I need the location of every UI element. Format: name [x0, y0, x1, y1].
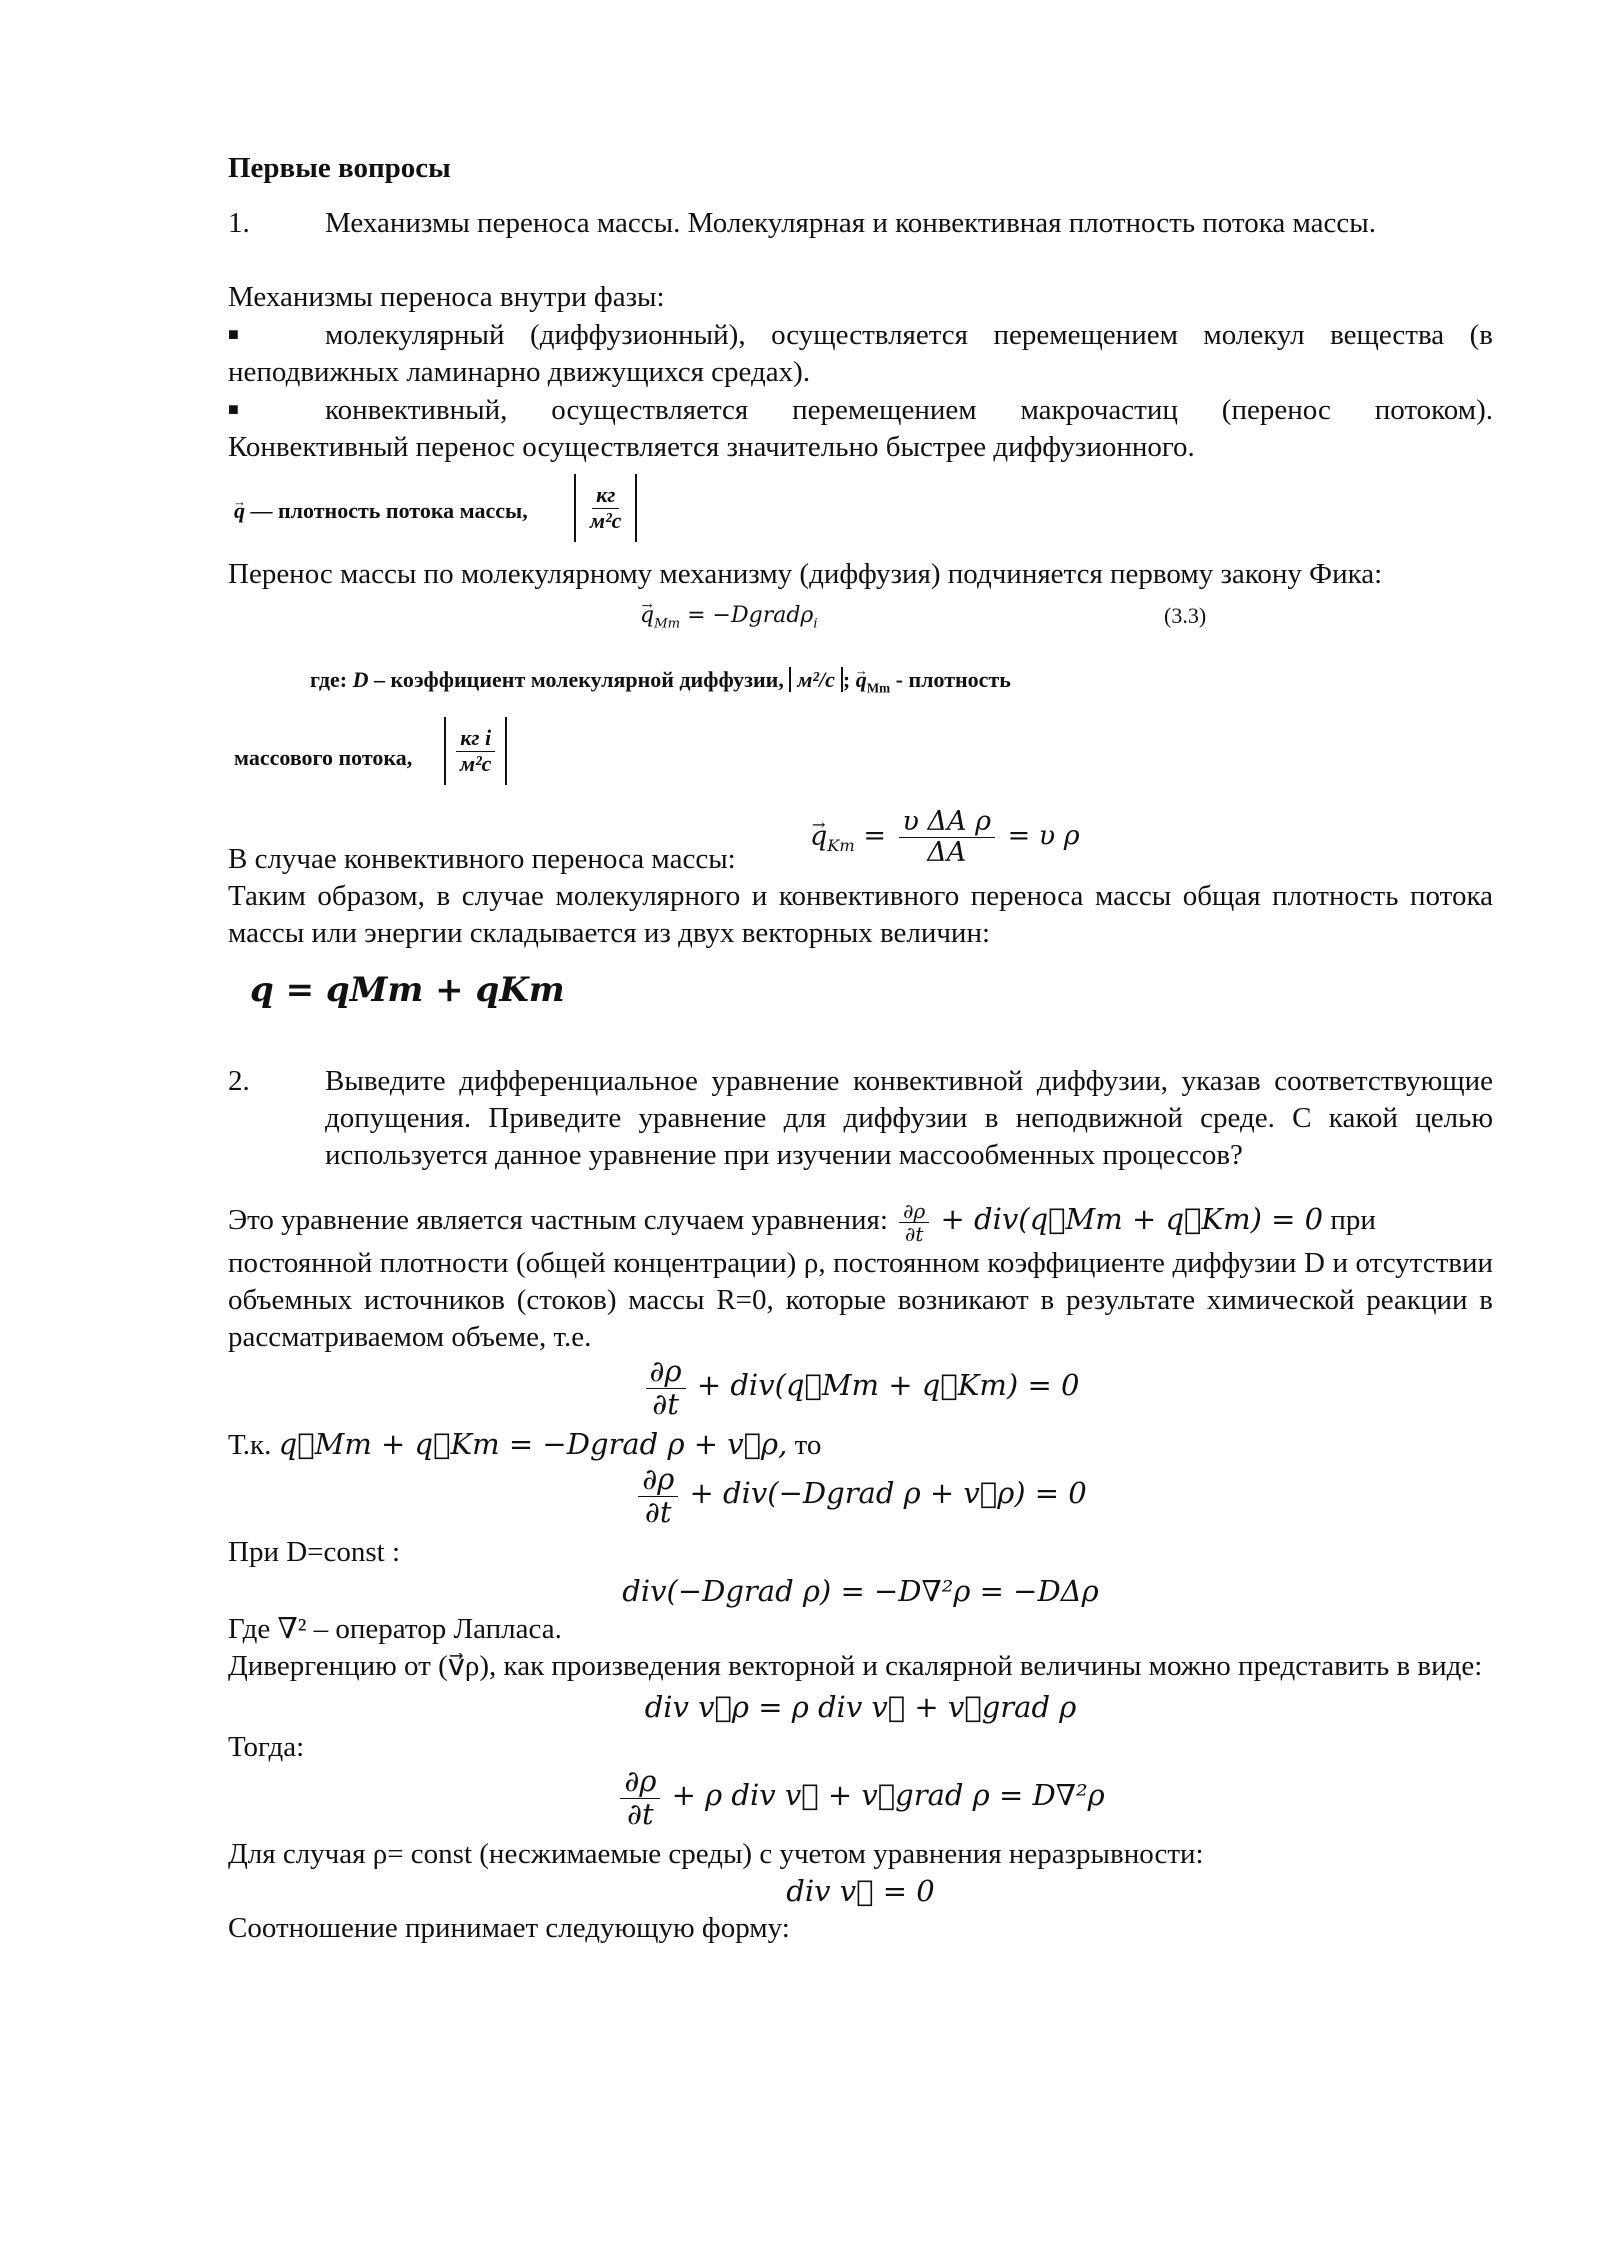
conv-rhs: = υ ρ: [1007, 820, 1080, 852]
sum-equation-row: [228, 952, 1493, 1026]
unit-numerator: кг: [592, 483, 619, 508]
question-2-number: 2.: [228, 1065, 250, 1097]
bullet-square-icon: ■: [228, 399, 239, 419]
question-1-number: 1.: [228, 207, 250, 239]
laplace-line: Где ∇² – оператор Лапласа.: [228, 1613, 562, 1645]
where-row: где: D – коэффициент молекулярной диффузии, м²/с ; → $q_{Mm}$ - плотность: [228, 641, 1493, 707]
eq2: + div(−Dgrad ρ + v⃗ρ) = 0: [689, 1476, 1087, 1511]
summary-text: Таким образом, в случае молекулярного и конвективного переноса массы общая плотность потока массы или энергии складывается из двух векторных величин:: [228, 880, 1493, 949]
tk-equation: q⃗Mm + q⃗Km = −Dgrad ρ + v⃗ρ,: [278, 1427, 788, 1461]
convective-case: В случае конвективного переноса массы:: [228, 843, 736, 875]
section-title: Первые вопросы: [228, 152, 451, 184]
fick-equation: = −Dgradρ: [687, 603, 814, 628]
where-unit: м²/с: [789, 667, 843, 692]
conv-denominator: ΔA: [927, 836, 967, 868]
q2-line1: [228, 1200, 1493, 1245]
q-definition-text: — плотность потока массы,: [250, 498, 528, 523]
fick-intro: Перенос массы по молекулярному механизму (диффузия) подчиняется первому закону Фика:: [228, 558, 1383, 590]
mass-unit-numerator: кг і: [456, 726, 495, 751]
where-label: где:: [310, 667, 348, 692]
eq3: div(−Dgrad ρ) = −D∇²ρ = −DΔρ: [622, 1574, 1099, 1608]
where-description: – коэффициент молекулярной диффузии,: [374, 667, 784, 692]
document-body: [228, 150, 1493, 1947]
eq1: + div(q⃗Mm + q⃗Km) = 0: [696, 1368, 1080, 1403]
eq4: div v⃗ρ = ρ div v⃗ + v⃗grad ρ: [644, 1690, 1077, 1724]
q2-line1-pre: Это уравнение является частным случаем уравнения:: [228, 1204, 888, 1237]
q2-line1-post: при: [1330, 1204, 1376, 1237]
mass-unit-denominator: м²с: [460, 750, 492, 776]
mass-flow-text: массового потока,: [234, 745, 413, 770]
where-tail: - плотность: [895, 667, 1011, 692]
eq5-row: $\frac{\partial\rho}{\partial t}$ + ρ div v⃗ + v⃗grad ρ = D∇²ρ: [228, 1766, 1493, 1836]
equation-number: (3.3): [1164, 603, 1207, 628]
rho-const-line: Для случая ρ= const (несжимаемые среды) с учетом уравнения неразрывности:: [228, 1838, 1204, 1870]
final-line: Соотношение принимает следующую форму:: [228, 1912, 790, 1944]
bullet-convective-text: конвективный, осуществляется перемещением макрочастиц (перенос потоком). Конвективный перенос осуществляется значительно быстрее диффузионного.: [228, 394, 1493, 463]
question-2-text: Выведите дифференциальное уравнение конвективной диффузии, указав соответствующие допущения. Приведите уравнение для диффузии в неподвижной среде. С какой целью используется данное уравнение при изучении массообменных процессов?: [325, 1065, 1493, 1171]
eq2-row: $\frac{\partial\rho}{\partial t}$ + div(−Dgrad ρ + v⃗ρ) = 0: [228, 1464, 1493, 1534]
bullet-convective: [228, 391, 1493, 466]
convective-equation-row: → $q_{Km}$ = $\frac{\text{υ ΔA ρ}}{\Delta A}$ = υ ρ: [228, 801, 1493, 873]
d-const-line: При D=const :: [228, 1536, 401, 1568]
question-1-text: Механизмы переноса массы. Молекулярная и конвективная плотность потока массы.: [325, 207, 1376, 239]
q2-line1-eq: + div(q⃗Mm + q⃗Km) = 0: [940, 1202, 1324, 1237]
eq5: + ρ div v⃗ + v⃗grad ρ = D∇²ρ: [671, 1778, 1105, 1813]
mechanisms-intro: Механизмы переноса внутри фазы:: [228, 281, 665, 313]
q-vector-symbol: → q: [234, 492, 245, 529]
bullet-molecular: [228, 316, 1493, 391]
question-2: [228, 1063, 1493, 1174]
bullet-molecular-text: молекулярный (диффузионный), осуществляется перемещением молекул вещества (в неподвижных ламинарно движущихся средах).: [228, 319, 1493, 388]
q-definition: [228, 472, 1493, 548]
unit-denominator: м²с: [590, 507, 622, 533]
eq1-row: $\frac{\partial\rho}{\partial t}$ + div(q⃗Mm + q⃗Km) = 0: [228, 1356, 1493, 1426]
tk-line: Т.к. q⃗Mm + q⃗Km = −Dgrad ρ + v⃗ρ, то: [228, 1427, 822, 1461]
bullet-square-icon: ■: [228, 324, 239, 344]
frac-den: ∂t: [905, 1222, 924, 1246]
where-d-symbol: D: [352, 667, 369, 692]
unit-bracket: [574, 474, 637, 542]
fick-equation-row: → $q_{Mm}$ = −Dgradρ$_i$ (3.3): [228, 593, 1493, 641]
frac-num: ∂ρ: [899, 1200, 929, 1223]
question-1: [228, 205, 1493, 242]
divergence-line: Дивергенцию от (v⃗ρ), как произведения векторной и скалярной величины можно представить в виде:: [228, 1650, 1483, 1682]
conv-numerator: υ ΔA ρ: [899, 807, 995, 838]
then-line: Тогда:: [228, 1731, 305, 1763]
eq6: div v⃗ = 0: [786, 1874, 935, 1908]
mass-flow-row: [228, 713, 1493, 795]
q2-para1-rest: постоянной плотности (общей концентрации) ρ, постоянном коэффициенте диффузии D и отсутствии объемных источников (стоков) массы R=0, которые возникают в результате химической реакции в рассматриваемом объеме, т.е.: [228, 1247, 1493, 1353]
sum-equation: q = qMm + qKm: [250, 970, 565, 1010]
